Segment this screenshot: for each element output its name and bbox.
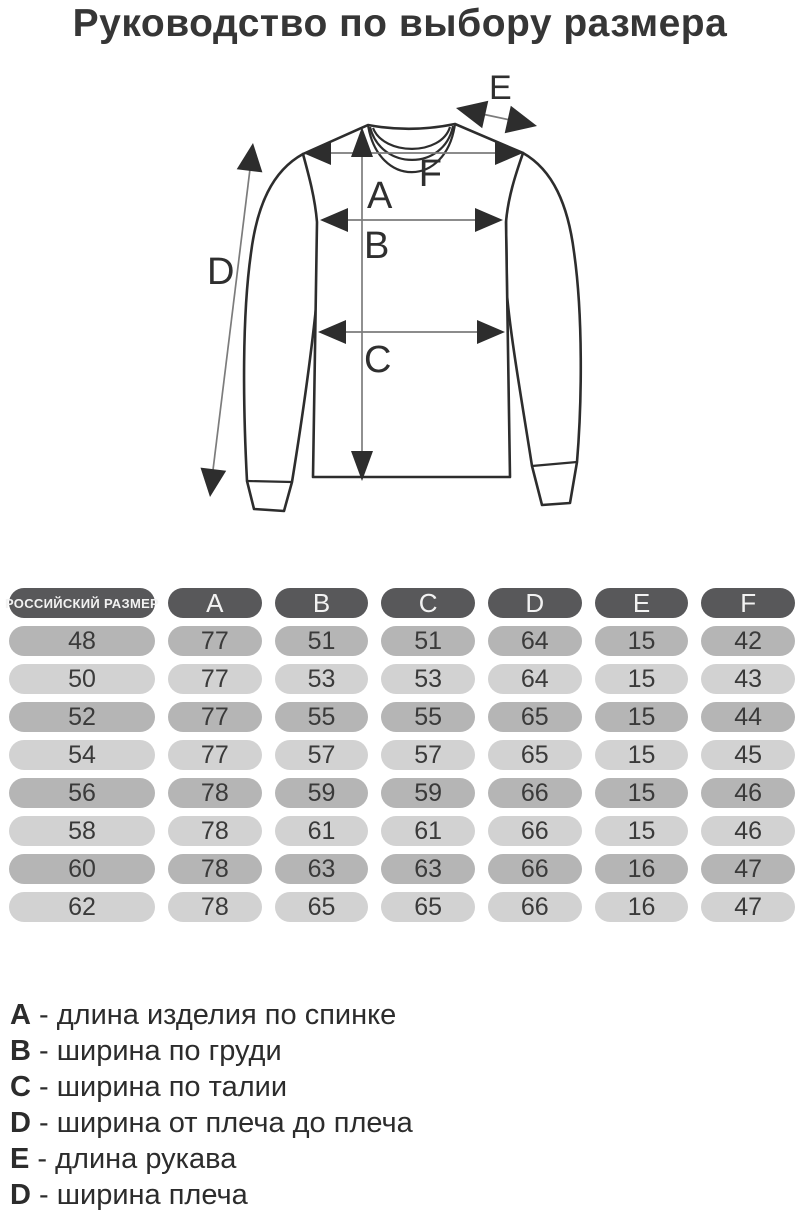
- legend-letter: E: [10, 1143, 30, 1175]
- value-cell: 15: [595, 740, 689, 770]
- value-cell: 15: [595, 778, 689, 808]
- value-cell: 57: [381, 740, 475, 770]
- legend-letter: D: [10, 1179, 31, 1211]
- legend-text: - ширина по талии: [39, 1071, 288, 1103]
- value-cell: 59: [275, 778, 369, 808]
- value-cell: 15: [595, 702, 689, 732]
- label-e: E: [489, 69, 512, 107]
- value-cell: 61: [275, 816, 369, 846]
- legend-letter: A: [10, 999, 31, 1031]
- legend-text: - ширина плеча: [39, 1179, 248, 1211]
- value-cell: 64: [488, 626, 582, 656]
- value-cell: 78: [168, 854, 262, 884]
- legend-item: [10, 1141, 413, 1177]
- value-cell: 65: [488, 702, 582, 732]
- sweatshirt-measurement-diagram: [0, 0, 800, 560]
- value-cell: 63: [381, 854, 475, 884]
- column-header-d: D: [488, 588, 582, 618]
- page-title: Руководство по выбору размера: [72, 2, 728, 45]
- legend-item: [10, 997, 413, 1033]
- label-a: A: [367, 175, 393, 217]
- legend-item: [10, 1105, 413, 1141]
- value-cell: 53: [381, 664, 475, 694]
- value-cell: 64: [488, 664, 582, 694]
- legend-letter: B: [10, 1035, 31, 1067]
- size-cell: 62: [9, 892, 155, 922]
- value-cell: 44: [701, 702, 795, 732]
- label-c: C: [364, 339, 392, 381]
- value-cell: 15: [595, 626, 689, 656]
- value-cell: 16: [595, 854, 689, 884]
- value-cell: 65: [488, 740, 582, 770]
- value-cell: 66: [488, 892, 582, 922]
- label-b: B: [364, 225, 390, 267]
- legend-text: - ширина по груди: [39, 1035, 282, 1067]
- value-cell: 51: [275, 626, 369, 656]
- value-cell: 65: [275, 892, 369, 922]
- value-cell: 51: [381, 626, 475, 656]
- size-table: [0, 588, 800, 922]
- column-header-f: F: [701, 588, 795, 618]
- left-cuff-line: [247, 481, 292, 482]
- value-cell: 47: [701, 892, 795, 922]
- value-cell: 63: [275, 854, 369, 884]
- value-cell: 77: [168, 626, 262, 656]
- column-header-e: E: [595, 588, 689, 618]
- value-cell: 66: [488, 778, 582, 808]
- value-cell: 66: [488, 854, 582, 884]
- legend-letter: C: [10, 1071, 31, 1103]
- legend-item: [10, 1033, 413, 1069]
- value-cell: 77: [168, 740, 262, 770]
- value-cell: 42: [701, 626, 795, 656]
- value-cell: 61: [381, 816, 475, 846]
- value-cell: 53: [275, 664, 369, 694]
- column-header-size: РОССИЙСКИЙ РАЗМЕР: [9, 588, 155, 618]
- value-cell: 78: [168, 816, 262, 846]
- value-cell: 15: [595, 816, 689, 846]
- value-cell: 78: [168, 892, 262, 922]
- size-cell: 56: [9, 778, 155, 808]
- sweatshirt-diagram-svg: [0, 0, 800, 560]
- size-cell: 60: [9, 854, 155, 884]
- left-sleeve: [244, 154, 318, 511]
- size-cell: 48: [9, 626, 155, 656]
- value-cell: 59: [381, 778, 475, 808]
- torso-outline: [303, 124, 523, 477]
- value-cell: 65: [381, 892, 475, 922]
- legend-letter: D: [10, 1107, 31, 1139]
- legend-item: [10, 1177, 413, 1213]
- value-cell: 78: [168, 778, 262, 808]
- value-cell: 43: [701, 664, 795, 694]
- value-cell: 66: [488, 816, 582, 846]
- legend-text: - длина рукава: [37, 1143, 237, 1175]
- label-f: F: [418, 153, 442, 195]
- right-sleeve: [506, 153, 581, 505]
- legend-item: [10, 1069, 413, 1105]
- value-cell: 57: [275, 740, 369, 770]
- size-cell: 50: [9, 664, 155, 694]
- value-cell: 46: [701, 816, 795, 846]
- size-cell: 52: [9, 702, 155, 732]
- measurement-legend: [10, 997, 413, 1213]
- size-cell: 54: [9, 740, 155, 770]
- label-d: D: [207, 251, 235, 293]
- value-cell: 46: [701, 778, 795, 808]
- column-header-a: A: [168, 588, 262, 618]
- legend-text: - длина изделия по спинке: [39, 999, 397, 1031]
- value-cell: 77: [168, 664, 262, 694]
- value-cell: 45: [701, 740, 795, 770]
- value-cell: 55: [381, 702, 475, 732]
- value-cell: 15: [595, 664, 689, 694]
- column-header-b: B: [275, 588, 369, 618]
- value-cell: 16: [595, 892, 689, 922]
- value-cell: 77: [168, 702, 262, 732]
- size-cell: 58: [9, 816, 155, 846]
- value-cell: 47: [701, 854, 795, 884]
- value-cell: 55: [275, 702, 369, 732]
- column-header-c: C: [381, 588, 475, 618]
- legend-text: - ширина от плеча до плеча: [39, 1107, 413, 1139]
